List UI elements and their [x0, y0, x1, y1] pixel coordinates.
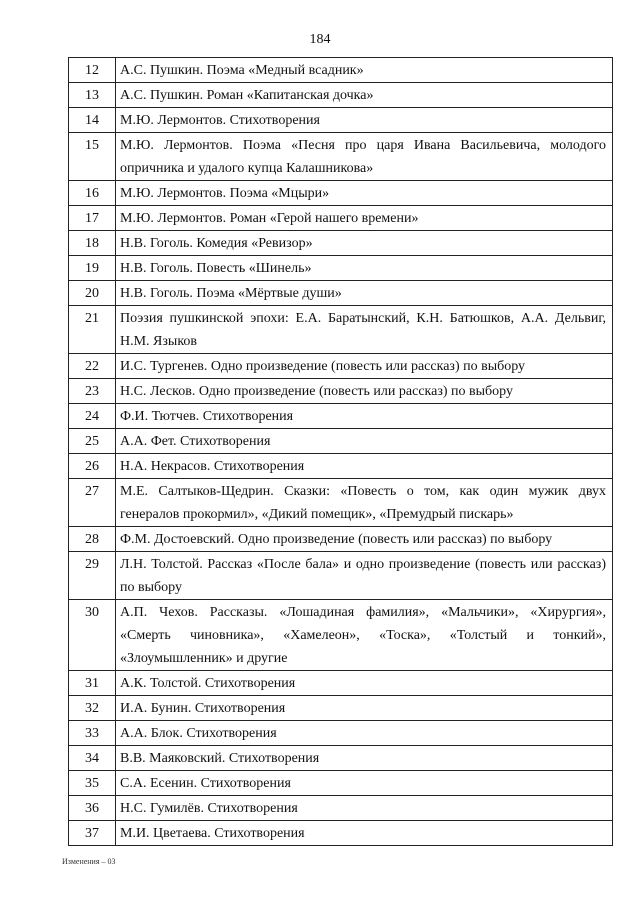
row-number: 17	[69, 206, 116, 231]
row-text: И.С. Тургенев. Одно произведение (повесть или рассказ) по выбору	[116, 354, 613, 379]
row-number: 13	[69, 83, 116, 108]
table-row	[69, 256, 613, 281]
table-row	[69, 354, 613, 379]
row-text: Поэзия пушкинской эпохи: Е.А. Баратынский, К.Н. Батюшков, А.А. Дельвиг, Н.М. Языков	[116, 306, 613, 354]
row-text: Н.С. Гумилёв. Стихотворения	[116, 796, 613, 821]
table-row	[69, 281, 613, 306]
row-number: 22	[69, 354, 116, 379]
row-number: 14	[69, 108, 116, 133]
row-text: Н.А. Некрасов. Стихотворения	[116, 454, 613, 479]
row-number: 20	[69, 281, 116, 306]
row-text: М.Ю. Лермонтов. Стихотворения	[116, 108, 613, 133]
row-number: 29	[69, 552, 116, 600]
row-number: 36	[69, 796, 116, 821]
table-row	[69, 671, 613, 696]
row-text: М.Ю. Лермонтов. Роман «Герой нашего времени»	[116, 206, 613, 231]
row-text: В.В. Маяковский. Стихотворения	[116, 746, 613, 771]
row-text: И.А. Бунин. Стихотворения	[116, 696, 613, 721]
row-number: 33	[69, 721, 116, 746]
row-number: 21	[69, 306, 116, 354]
row-text: Ф.М. Достоевский. Одно произведение (повесть или рассказ) по выбору	[116, 527, 613, 552]
table-row	[69, 696, 613, 721]
row-number: 35	[69, 771, 116, 796]
row-number: 30	[69, 600, 116, 671]
row-text: Л.Н. Толстой. Рассказ «После бала» и одно произведение (повесть или рассказ) по выбору	[116, 552, 613, 600]
row-number: 19	[69, 256, 116, 281]
table-row	[69, 771, 613, 796]
table-row	[69, 58, 613, 83]
row-text: М.И. Цветаева. Стихотворения	[116, 821, 613, 846]
row-number: 34	[69, 746, 116, 771]
row-text: А.А. Фет. Стихотворения	[116, 429, 613, 454]
table-row	[69, 83, 613, 108]
table-row	[69, 527, 613, 552]
table-row	[69, 133, 613, 181]
row-text: А.А. Блок. Стихотворения	[116, 721, 613, 746]
row-text: М.Ю. Лермонтов. Поэма «Мцыри»	[116, 181, 613, 206]
row-number: 25	[69, 429, 116, 454]
row-number: 37	[69, 821, 116, 846]
table-row	[69, 108, 613, 133]
table-body	[69, 58, 613, 846]
row-number: 31	[69, 671, 116, 696]
table-row	[69, 231, 613, 256]
table-row	[69, 454, 613, 479]
row-number: 18	[69, 231, 116, 256]
row-text: А.С. Пушкин. Поэма «Медный всадник»	[116, 58, 613, 83]
table-row	[69, 721, 613, 746]
row-text: Ф.И. Тютчев. Стихотворения	[116, 404, 613, 429]
row-number: 12	[69, 58, 116, 83]
table-row	[69, 379, 613, 404]
row-text: М.Е. Салтыков-Щедрин. Сказки: «Повесть о том, как один мужик двух генералов прокормил», «Дикий помещик», «Премудрый пискарь»	[116, 479, 613, 527]
table-row	[69, 206, 613, 231]
row-number: 26	[69, 454, 116, 479]
footer-note: Изменения – 03	[62, 857, 116, 866]
row-text: А.С. Пушкин. Роман «Капитанская дочка»	[116, 83, 613, 108]
row-number: 32	[69, 696, 116, 721]
row-text: Н.С. Лесков. Одно произведение (повесть или рассказ) по выбору	[116, 379, 613, 404]
literature-table	[68, 57, 613, 846]
table-row	[69, 479, 613, 527]
table-row	[69, 306, 613, 354]
row-text: Н.В. Гоголь. Повесть «Шинель»	[116, 256, 613, 281]
row-number: 16	[69, 181, 116, 206]
table-row	[69, 429, 613, 454]
row-text: Н.В. Гоголь. Комедия «Ревизор»	[116, 231, 613, 256]
table-row	[69, 746, 613, 771]
row-text: С.А. Есенин. Стихотворения	[116, 771, 613, 796]
table-row	[69, 552, 613, 600]
table-row	[69, 821, 613, 846]
row-number: 28	[69, 527, 116, 552]
table-row	[69, 181, 613, 206]
row-text: А.П. Чехов. Рассказы. «Лошадиная фамилия», «Мальчики», «Хирургия», «Смерть чиновника», «Хамелеон», «Тоска», «Толстый и тонкий», «Злоумышленник» и другие	[116, 600, 613, 671]
row-number: 24	[69, 404, 116, 429]
table-row	[69, 600, 613, 671]
row-number: 15	[69, 133, 116, 181]
row-text: М.Ю. Лермонтов. Поэма «Песня про царя Ивана Васильевича, молодого опричника и удалого купца Калашникова»	[116, 133, 613, 181]
page-number: 184	[309, 32, 331, 47]
table-row	[69, 404, 613, 429]
row-number: 23	[69, 379, 116, 404]
row-text: Н.В. Гоголь. Поэма «Мёртвые души»	[116, 281, 613, 306]
row-text: А.К. Толстой. Стихотворения	[116, 671, 613, 696]
table-row	[69, 796, 613, 821]
row-number: 27	[69, 479, 116, 527]
